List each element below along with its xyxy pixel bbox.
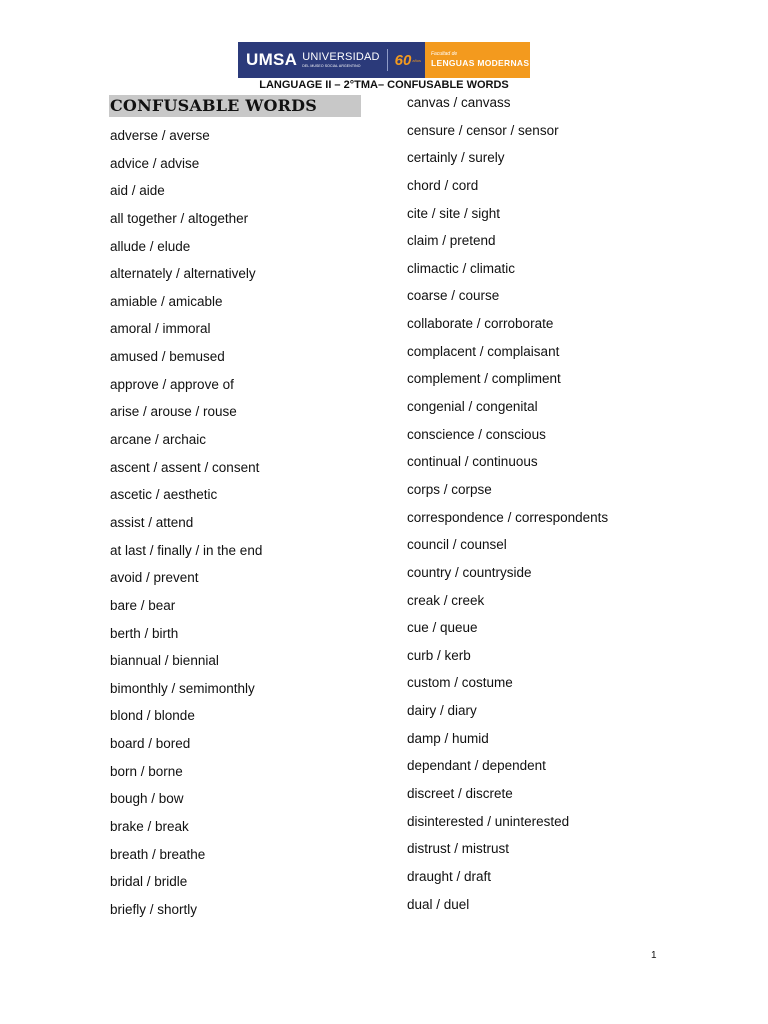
word-pair-item: born / borne — [110, 763, 183, 779]
umsa-logo-block — [238, 42, 425, 78]
universidad-label: UNIVERSIDAD — [302, 50, 380, 63]
word-pair-item: complement / compliment — [407, 371, 561, 387]
document-header: LANGUAGE II – 2°TMA– CONFUSABLE WORDS — [259, 79, 509, 91]
word-pair-item: bough / bow — [110, 791, 184, 807]
word-pair-item: aid / aide — [110, 183, 165, 199]
word-pair-item: amiable / amicable — [110, 293, 223, 309]
university-banner-logo — [238, 42, 530, 78]
word-pair-item: amoral / immoral — [110, 321, 211, 337]
universidad-logo-text — [302, 52, 379, 69]
word-pair-item: brake / break — [110, 819, 189, 835]
word-pair-item: arcane / archaic — [110, 432, 207, 448]
word-pair-item: berth / birth — [110, 625, 179, 641]
word-pair-item: adverse / averse — [110, 128, 210, 143]
word-pair-item: congenial / congenital — [407, 399, 538, 415]
word-pair-item: approve / approve of — [110, 376, 234, 392]
logo-divider — [387, 49, 388, 71]
anniversary-number: 60 — [394, 51, 412, 69]
word-pair-item: cue / queue — [407, 620, 478, 636]
word-pair-item: curb / kerb — [407, 647, 471, 663]
word-pair-item: corps / corpse — [407, 481, 492, 497]
word-pair-item: assist / attend — [110, 514, 194, 530]
word-pair-item: all together / altogether — [110, 210, 249, 226]
word-pair-item: chord / cord — [407, 177, 479, 193]
word-pair-item: correspondence / correspondents — [407, 509, 609, 525]
word-pair-item: dairy / diary — [407, 703, 477, 719]
word-pair-item: board / bored — [110, 736, 191, 752]
word-pair-item: certainly / surely — [407, 150, 505, 166]
word-pair-item: biannual / biennial — [110, 653, 219, 669]
word-pair-item: dual / duel — [407, 896, 470, 912]
word-pair-item: distrust / mistrust — [407, 841, 510, 857]
faculty-label-line1: Facultad de — [431, 51, 458, 58]
word-pair-item: climactic / climatic — [407, 260, 516, 276]
word-pair-item: conscience / conscious — [407, 426, 546, 442]
page-number: 1 — [651, 950, 657, 961]
anniversary-badge — [395, 52, 421, 69]
anniversary-label: años — [412, 57, 422, 63]
faculty-logo-block — [425, 42, 530, 78]
word-pair-item: damp / humid — [407, 730, 489, 746]
word-pair-item: custom / costume — [407, 675, 513, 691]
word-pair-item: bare / bear — [110, 597, 176, 613]
word-pair-item: council / counsel — [407, 537, 507, 553]
word-pair-item: bridal / bridle — [110, 874, 188, 890]
left-word-list — [110, 128, 262, 930]
word-pair-item: coarse / course — [407, 288, 500, 304]
word-pair-item: disinterested / uninterested — [407, 813, 570, 829]
word-pair-item: country / countryside — [407, 564, 532, 580]
word-pair-item: draught / draft — [407, 868, 492, 884]
word-pair-item: cite / site / sight — [407, 205, 501, 221]
umsa-logo-text: UMSA — [246, 50, 298, 69]
word-pair-item: dependant / dependent — [407, 758, 546, 774]
word-pair-item: briefly / shortly — [110, 901, 198, 917]
word-pair-item: complacent / complaisant — [407, 343, 560, 359]
word-pair-item: amused / bemused — [110, 349, 225, 365]
word-pair-item: discreet / discrete — [407, 786, 513, 802]
word-pair-item: advice / advise — [110, 155, 200, 171]
word-pair-item: canvas / canvass — [407, 95, 511, 110]
word-pair-item: at last / finally / in the end — [110, 542, 263, 558]
word-pair-item: bimonthly / semimonthly — [110, 680, 255, 696]
word-pair-item: allude / elude — [110, 238, 191, 254]
word-pair-item: censure / censor / sensor — [407, 122, 559, 138]
page-title: CONFUSABLE WORDS — [110, 96, 317, 115]
word-pair-item: creak / creek — [407, 592, 485, 608]
word-pair-item: continual / continuous — [407, 454, 538, 470]
word-pair-item: collaborate / corroborate — [407, 316, 554, 332]
word-pair-item: ascetic / aesthetic — [110, 487, 218, 503]
word-pair-item: breath / breathe — [110, 846, 206, 862]
word-pair-item: arise / arouse / rouse — [110, 404, 237, 420]
word-pair-item: claim / pretend — [407, 233, 496, 249]
faculty-label-line2: LENGUAS MODERNAS — [431, 58, 530, 69]
word-pair-item: ascent / assent / consent — [110, 459, 260, 475]
word-pair-item: alternately / alternatively — [110, 266, 256, 282]
word-pair-item: blond / blonde — [110, 708, 195, 724]
right-word-list — [407, 95, 608, 924]
word-pair-item: avoid / prevent — [110, 570, 199, 586]
universidad-sublabel: DEL MUSEO SOCIAL ARGENTINO — [302, 63, 361, 68]
